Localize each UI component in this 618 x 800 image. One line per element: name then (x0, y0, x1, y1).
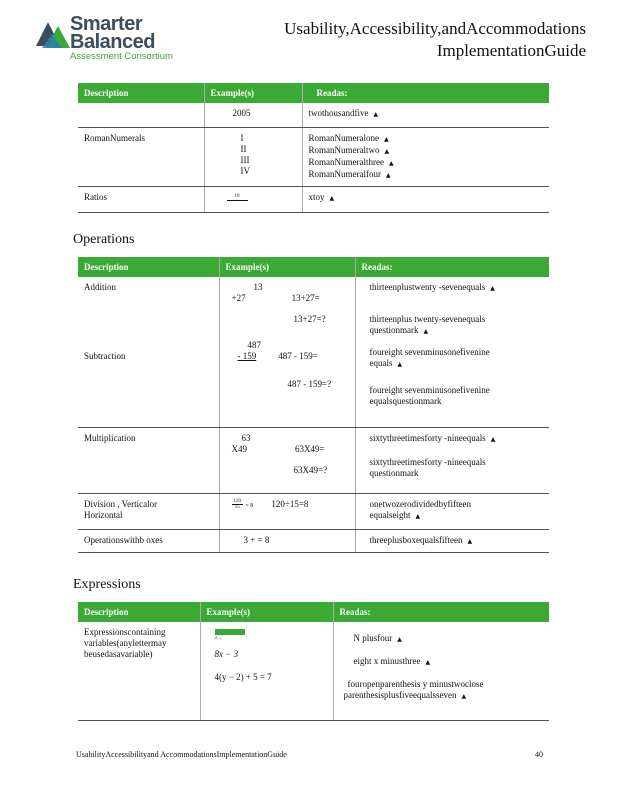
readas-text: sixtythreetimesforty -nineequals (369, 456, 486, 467)
readas-text: twothousandfive (308, 108, 369, 118)
readas-cell (355, 529, 549, 552)
readas-text: questionmark (369, 467, 419, 478)
logo-text-balanced: Balanced (70, 31, 155, 53)
multiplication-bottom: X49 (231, 443, 247, 454)
division-inline: 120÷15=8 (271, 498, 309, 509)
multiplication-inline-question: 63X49=? (293, 464, 328, 475)
roman-2: II (240, 143, 247, 154)
readas-text: equals (369, 358, 393, 368)
table-row-addition-subtraction (78, 277, 549, 427)
desc-addition: Addition (84, 282, 117, 292)
readas-cell (355, 427, 549, 493)
multiplication-inline: 63X49= (295, 443, 325, 454)
desc-line: variables(anylettermay (84, 638, 167, 648)
readas-text: onetwozerodividedbyfifteen (369, 498, 471, 509)
audio-icon: ▲ (384, 147, 390, 155)
table-row (78, 186, 549, 212)
header-examples: Example(s) (204, 83, 302, 103)
readas-text: N plusfour (353, 633, 393, 643)
example-cell (219, 493, 355, 529)
expression-example-1: ^ · (214, 635, 222, 643)
readas-text: equalsquestionmark (369, 396, 442, 406)
addition-bottom: +27 (231, 293, 246, 303)
desc-cell (78, 493, 219, 529)
readas-text: RomanNumeralthree (308, 156, 384, 167)
page-number: 40 (535, 750, 543, 759)
audio-icon: ▲ (461, 693, 467, 700)
ratio-fraction: 10 (227, 193, 248, 201)
desc-subtraction: Subtraction (84, 351, 126, 361)
footer-title: UsabilityAccessibilityand AccommodationsImplementationGuide (76, 750, 287, 759)
desc-line: beusedasavariable) (84, 649, 153, 659)
readas-text: threeplusboxequalsfifteen (369, 534, 463, 545)
readas-text: xtoy (308, 191, 325, 202)
audio-icon: ▲ (329, 194, 335, 202)
example-cell (200, 622, 333, 720)
expression-example-2: 8x − 3 (214, 649, 239, 659)
header-description: Description (78, 257, 219, 277)
table-row (78, 622, 549, 720)
table-row (78, 127, 549, 186)
desc-line: Expressionscontaining (84, 627, 166, 637)
audio-icon: ▲ (425, 659, 431, 666)
logo-text-smarter: Smarter (70, 13, 143, 35)
document-title-line1: Usability,Accessibility,andAccommodations (284, 19, 586, 38)
division-fraction-result: = 8 (245, 502, 254, 509)
readas-cell (355, 277, 549, 427)
table-row-boxes (78, 529, 549, 552)
readas-text: RomanNumeralfour (308, 168, 381, 179)
table-header-row (78, 257, 549, 277)
desc-division: Division , Verticalor (84, 498, 158, 509)
audio-icon: ▲ (388, 159, 394, 167)
desc-cell (78, 277, 219, 427)
expression-example-3: 4(y − 2) + 5 = 7 (214, 672, 272, 682)
audio-icon: ▲ (397, 361, 403, 368)
desc-cell: Operationswithb oxes (78, 529, 219, 552)
division-fraction: $\frac{120}{15}$ (233, 498, 241, 510)
audio-icon: ▲ (490, 285, 495, 292)
header-examples: Example(s) (200, 602, 333, 622)
table-header-row (78, 602, 549, 622)
example-2005: 2005 (232, 108, 251, 118)
readas-cell (355, 493, 549, 529)
audio-icon: ▲ (467, 537, 473, 545)
document-title (284, 18, 586, 62)
roman-1: I (240, 132, 244, 143)
roman-4: IV (240, 165, 250, 176)
example-cell (204, 186, 302, 212)
logo-mark-icon (34, 14, 72, 64)
header-readas: Readas: (333, 602, 549, 622)
readas-text: parenthesisplusfiveequalsseven (343, 690, 457, 700)
header-readas: Readas: (355, 257, 549, 277)
readas-text: fouropenparenthesis y minustwoclose (347, 679, 484, 689)
example-cell (219, 529, 355, 552)
logo (34, 14, 184, 64)
header-examples: Example(s) (219, 257, 355, 277)
readas-text: thirteenplus twenty-sevenequals (369, 314, 486, 324)
audio-icon: ▲ (490, 435, 496, 443)
example-cell (204, 103, 302, 127)
roman-3: III (240, 154, 250, 165)
header-description: Description (78, 83, 204, 103)
operations-heading: Operations (73, 232, 135, 247)
readas-text: sixtythreetimesforty -nineequals (369, 432, 486, 443)
example-cell (204, 127, 302, 186)
readas-text: questionmark (369, 325, 419, 335)
boxes-example: 3 + = 8 (243, 534, 270, 545)
audio-icon: ▲ (423, 328, 429, 335)
readas-cell (302, 186, 549, 212)
desc-cell (78, 103, 204, 127)
header-readas: Readas: (302, 83, 549, 103)
desc-cell (78, 622, 200, 720)
readas-cell (302, 127, 549, 186)
audio-icon: ▲ (385, 171, 391, 179)
addition-top: 13 (253, 282, 263, 292)
addition-inline-question: 13+27=? (293, 314, 326, 324)
audio-icon: ▲ (397, 636, 402, 643)
desc-cell: Multiplication (78, 427, 219, 493)
readas-text: equalseight (369, 509, 411, 520)
audio-icon: ▲ (383, 135, 389, 143)
readas-text: foureight sevenminusonefivenine (369, 347, 490, 357)
readas-text: RomanNumeraltwo (308, 144, 380, 155)
subtraction-inline-question: 487 - 159=? (287, 379, 332, 389)
expressions-table (78, 602, 549, 721)
subtraction-top: 487 (247, 340, 261, 350)
example-cell (219, 277, 355, 427)
readas-text: RomanNumeralone (308, 132, 379, 143)
table-row (78, 103, 549, 127)
table-row-division (78, 493, 549, 529)
addition-inline: 13+27= (291, 293, 320, 303)
document-title-line2: ImplementationGuide (436, 41, 586, 60)
readas-cell (302, 103, 549, 127)
example-cell (219, 427, 355, 493)
multiplication-top: 63 (241, 432, 251, 443)
readas-text: thirteenplustwenty -sevenequals (369, 282, 486, 292)
table-row-multiplication (78, 427, 549, 493)
desc-division-2: Horizontal (84, 509, 123, 520)
header-description: Description (78, 602, 200, 622)
subtraction-inline: 487 - 159= (278, 351, 318, 361)
desc-cell: Ratios (78, 186, 204, 212)
audio-icon: ▲ (373, 111, 379, 118)
table-header-row (78, 83, 549, 103)
logo-text-consortium: Assessment Consortium (70, 51, 173, 62)
operations-table (78, 257, 549, 553)
readas-text: eight x minusthree (353, 656, 421, 666)
numbers-table (78, 83, 549, 213)
desc-cell: RomanNumerals (78, 127, 204, 186)
audio-icon: ▲ (415, 512, 421, 520)
subtraction-bottom: - 159 (237, 351, 257, 361)
expressions-heading: Expressions (73, 577, 141, 592)
readas-text: foureight sevenminusonefivenine (369, 385, 490, 395)
readas-cell (333, 622, 549, 720)
